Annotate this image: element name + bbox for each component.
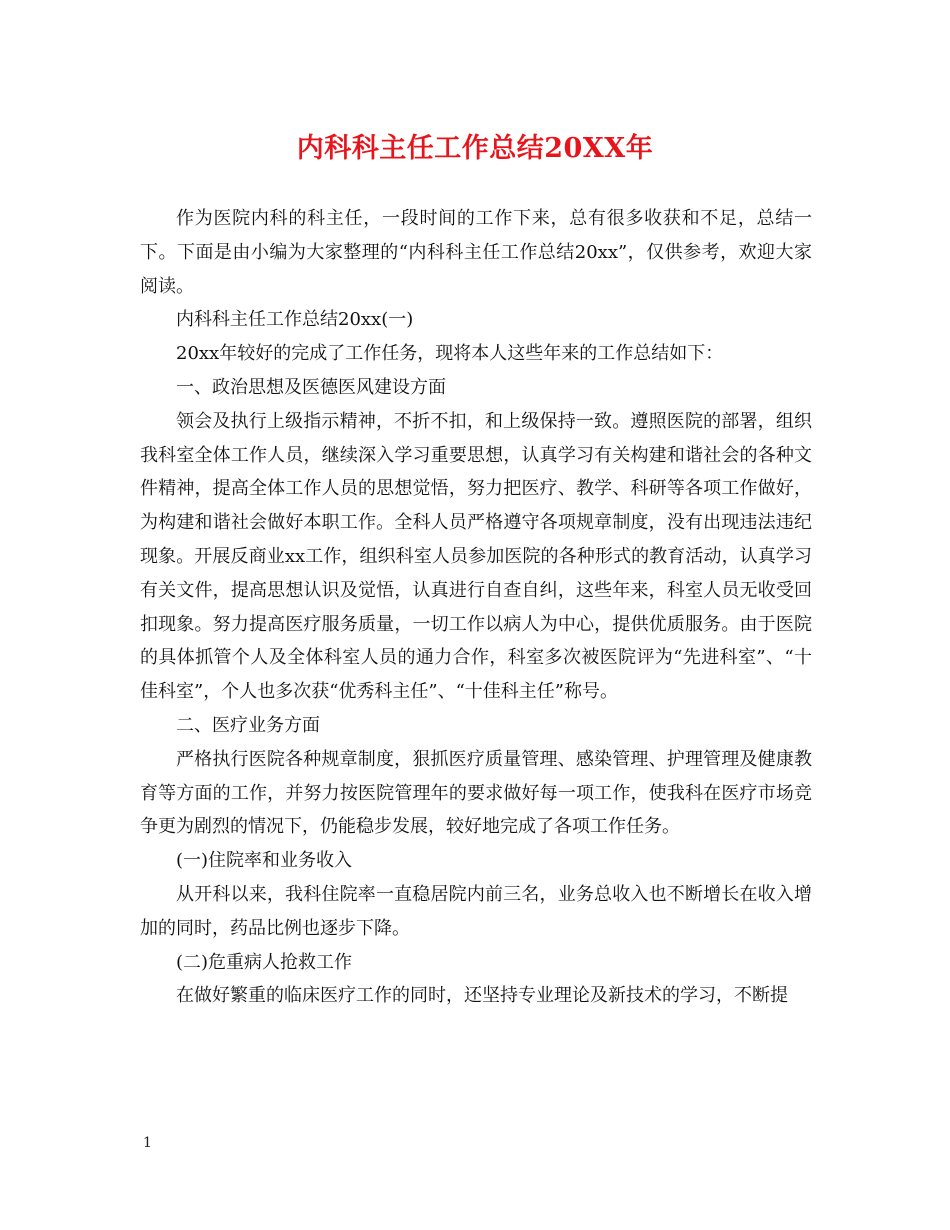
document-body [140, 202, 812, 1013]
medical-paragraph: 严格执行医院各种规章制度，狠抓医疗质量管理、感染管理、护理管理及健康教育等方面的工作，并努力按医院管理年的要求做好每一项工作，使我科在医疗市场竞争更为剧烈的情况下，仍能稳步发展，较好地完成了各项工作任务。 [140, 748, 812, 838]
intro-paragraph: 作为医院内科的科主任，一段时间的工作下来，总有很多收获和不足，总结一下。下面是由小编为大家整理的“内科科主任工作总结20xx”，仅供参考，欢迎大家阅读。 [140, 208, 812, 297]
section-heading-medical: 二、医疗业务方面 [176, 714, 320, 736]
section-heading-part-one: 内科科主任工作总结20xx(一) [176, 309, 414, 331]
hospitalization-paragraph: 从开科以来，我科住院率一直稳居院内前三名，业务总收入也不断增长在收入增加的同时，药品比例也逐步下降。 [140, 883, 812, 939]
political-paragraph: 领会及执行上级指示精神，不折不扣，和上级保持一致。遵照医院的部署，组织我科室全体工作人员，继续深入学习重要思想，认真学习有关构建和谐社会的各种文件精神，提高全体工作人员的思想觉悟，努力把医疗、教学、科研等各项工作做好，为构建和谐社会做好本职工作。全科人员严格遵守各项规章制度，没有出现违法违纪现象。开展反商业xx工作，组织科室人员参加医院的各种形式的教育活动，认真学习有关文件，提高思想认识及觉悟，认真进行自查自纠，这些年来，科室人员无收受回扣现象。努力提高医疗服务质量，一切工作以病人为中心，提供优质服务。由于医院的具体抓管个人及全体科室人员的通力合作，科室多次被医院评为“先进科室”、“十佳科室”，个人也多次获“优秀科主任”、“十佳科主任”称号。 [140, 410, 812, 703]
subheading-hospitalization: (一)住院率和业务收入 [176, 850, 353, 872]
critical-care-paragraph: 在做好繁重的临床医疗工作的同时，还坚持专业理论及新技术的学习，不断提 [176, 985, 788, 1007]
page-number: 1 [143, 1135, 152, 1151]
subheading-critical-care: (二)危重病人抢救工作 [176, 951, 353, 973]
summary-intro-paragraph: 20xx年较好的完成了工作任务，现将本人这些年来的工作总结如下： [176, 343, 724, 365]
section-heading-political: 一、政治思想及医德医风建设方面 [176, 376, 446, 398]
document-title: 内科科主任工作总结20XX年 [296, 133, 654, 164]
